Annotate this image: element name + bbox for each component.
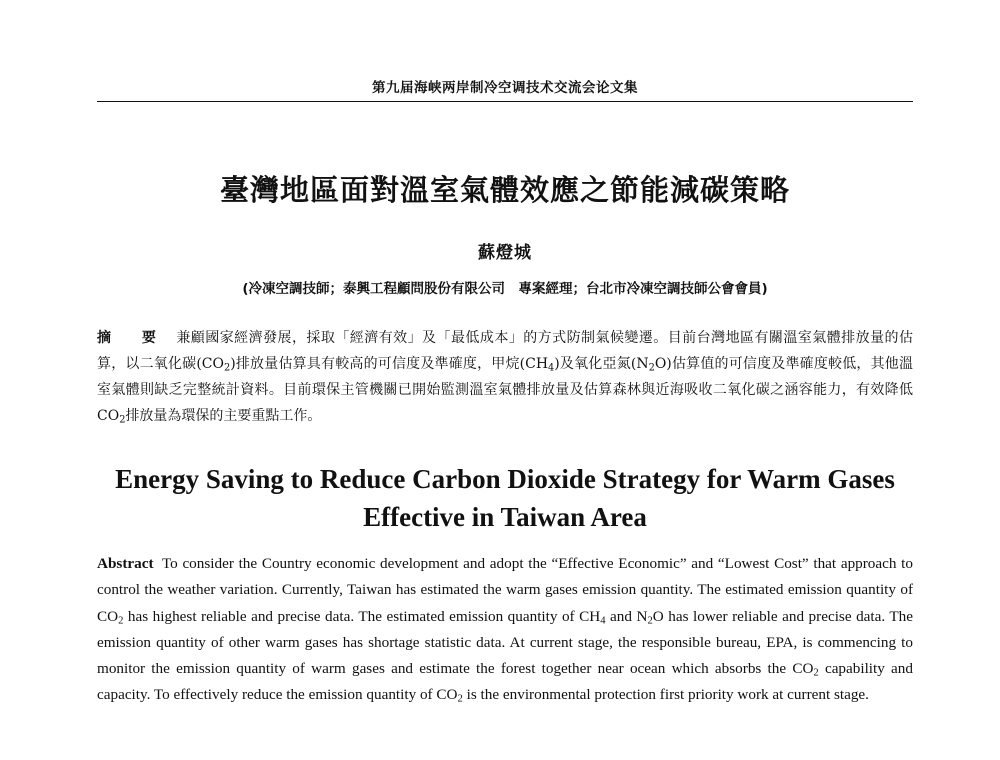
english-abstract-text-3: and N <box>605 607 648 625</box>
chinese-abstract-text-2: )排放量估算具有較高的可信度及準確度，甲烷(CH <box>230 356 549 372</box>
header-rule <box>97 101 913 102</box>
english-abstract-sub-1: 2 <box>118 615 124 627</box>
chinese-abstract-sub-3: 2 <box>648 362 655 374</box>
english-abstract-text-4: O has lower reliable and precise data. The emission quantity of other warm gases has shortage statistic data. At current stage, the responsible bureau, EPA, is commencing to monitor the emission quantity of warm gases and estimate the forest together near ocean which absorbs the CO <box>97 607 914 678</box>
chinese-abstract <box>97 325 913 429</box>
chinese-affiliation: (冷凍空調技師；泰興工程顧問股份有限公司 專案經理；台北市冷凍空調技師公會會員) <box>242 281 768 297</box>
running-header: 第九届海峡两岸制冷空调技术交流会论文集 <box>372 80 638 96</box>
english-abstract-sub-2: 4 <box>600 615 606 627</box>
english-abstract-text-1: To consider the Country economic development and adopt the “Effective Economic” and “Lowest Cost” that approach to control the weather variation. Currently, Taiwan has estimated the warm gases emission quantity. The estimated emission quantity of CO <box>97 555 913 625</box>
chinese-abstract-text-5: 排放量為環保的主要重點工作。 <box>125 408 322 424</box>
english-title-line-2: Effective in Taiwan Area <box>363 502 647 532</box>
chinese-title: 臺灣地區面對溫室氣體效應之節能減碳策略 <box>219 173 790 207</box>
chinese-abstract-sub-2: 4 <box>548 362 555 374</box>
chinese-abstract-text-1: 兼顧國家經濟發展，採取「經濟有效」及「最低成本」的方式防制氣候變遷。目前台灣地區有關溫室氣體排放量的估算，以二氧化碳(CO <box>97 330 913 372</box>
english-abstract-text-2: has highest reliable and precise data. The estimated emission quantity of CH <box>123 607 601 625</box>
english-abstract-label: Abstract <box>97 555 154 572</box>
english-title <box>97 460 913 536</box>
english-abstract-text-5: capability and capacity. To effectively reduce the emission quantity of CO <box>97 660 913 704</box>
english-title-line-1: Energy Saving to Reduce Carbon Dioxide Strategy for Warm Gases <box>115 464 895 494</box>
english-abstract-sub-3: 2 <box>647 615 653 627</box>
english-abstract-sub-4: 2 <box>813 667 819 679</box>
chinese-abstract-sub-4: 2 <box>119 414 126 426</box>
english-abstract-text-6: is the environmental protection first priority work at current stage. <box>462 686 869 704</box>
english-abstract <box>97 551 913 709</box>
chinese-author: 蘇燈城 <box>478 243 532 263</box>
chinese-abstract-text-4: O)估算值的可信度及準確度較低，其他溫室氣體則缺乏完整統計資料。目前環保主管機關已開始監測溫室氣體排放量及估算森林與近海吸收二氧化碳之涵容能力，有效降低CO <box>97 356 913 424</box>
chinese-abstract-text-3: )及氧化亞氮(N <box>554 356 649 372</box>
chinese-abstract-label: 摘 要 <box>97 330 165 346</box>
english-abstract-sub-5: 2 <box>457 694 463 706</box>
chinese-abstract-sub-1: 2 <box>223 362 231 374</box>
